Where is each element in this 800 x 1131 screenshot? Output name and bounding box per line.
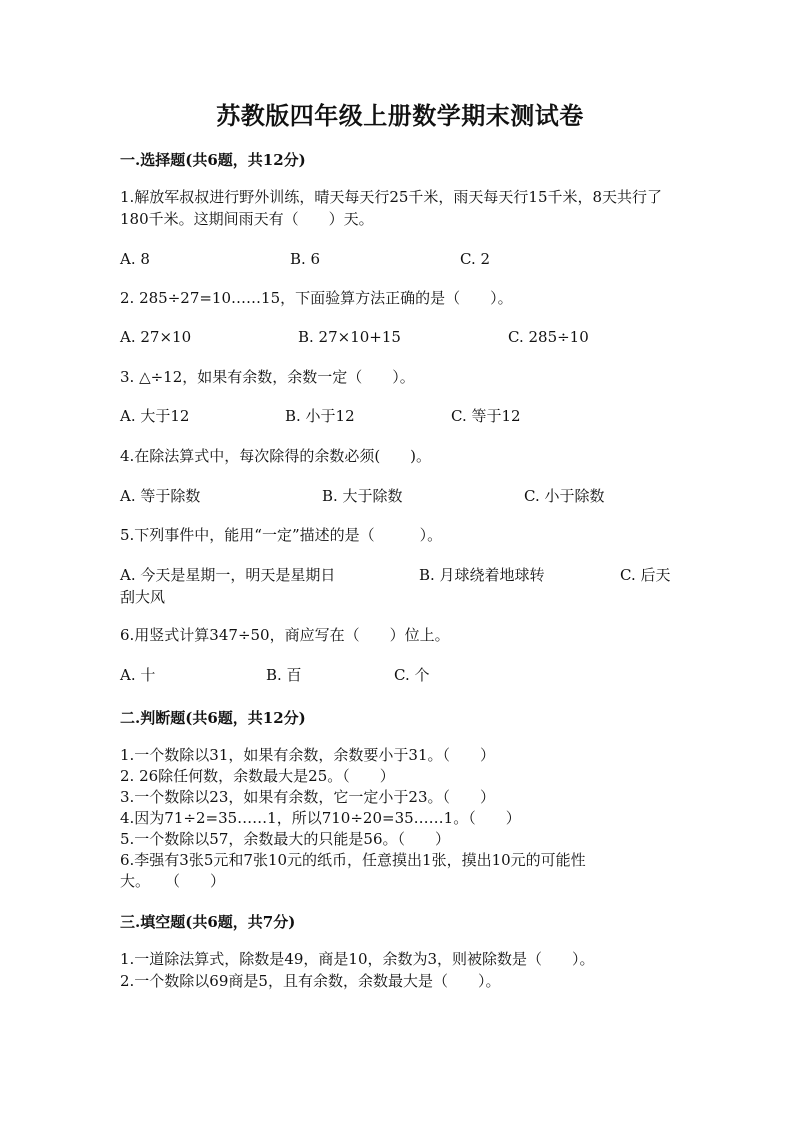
question-stem: 1.解放军叔叔进行野外训练，晴天每天行25千米，雨天每天行15千米，8天共行了180千米。这期间雨天有（ ）天。: [120, 188, 663, 228]
judgment-item: 3.一个数除以23，如果有余数，它一定小于23。（ ）: [120, 788, 495, 806]
question-stem: 3. △÷12，如果有余数，余数一定（ ）。: [120, 368, 415, 386]
option-b: B. 大于除数: [322, 487, 403, 505]
option-c: C. 个: [394, 666, 430, 684]
question-stem: 2. 285÷27=10……15，下面验算方法正确的是（ ）。: [120, 289, 513, 307]
section-heading-fill-blank: 三.填空题(共6题，共7分): [120, 913, 296, 931]
judgment-item: 1.一个数除以31，如果有余数，余数要小于31。（ ）: [120, 746, 495, 764]
option-c: C. 285÷10: [508, 328, 589, 346]
option-c: C. 后天: [620, 566, 671, 584]
option-b: B. 小于12: [285, 407, 355, 425]
page-title: 苏教版四年级上册数学期末测试卷: [216, 101, 584, 130]
option-b: B. 27×10+15: [298, 328, 401, 346]
option-c-continued: 刮大风: [120, 588, 166, 606]
judgment-item: 2. 26除任何数，余数最大是25。（ ）: [120, 767, 395, 785]
option-a: A. 十: [120, 666, 156, 684]
judgment-item: 6.李强有3张5元和7张10元的纸币，任意摸出1张，摸出10元的可能性: [120, 851, 586, 869]
option-a: A. 大于12: [120, 407, 190, 425]
fill-blank-item: 1.一道除法算式，除数是49，商是10，余数为3，则被除数是（ ）。: [120, 950, 595, 968]
option-c: C. 2: [460, 250, 491, 268]
option-c: C. 等于12: [451, 407, 521, 425]
judgment-item: 5.一个数除以57，余数最大的只能是56。（ ）: [120, 830, 450, 848]
fill-blank-item: 2.一个数除以69商是5，且有余数，余数最大是（ ）。: [120, 972, 501, 990]
option-a: A. 27×10: [120, 328, 192, 346]
section-heading-true-false: 二.判断题(共6题，共12分): [120, 709, 306, 727]
question-stem: 5.下列事件中，能用“一定”描述的是（ ）。: [120, 526, 443, 544]
option-b: B. 月球绕着地球转: [419, 566, 545, 584]
option-a: A. 今天是星期一，明天是星期日: [120, 566, 336, 584]
question-stem: 4.在除法算式中，每次除得的余数必须( )。: [120, 447, 432, 465]
section-heading-choice: 一.选择题(共6题，共12分): [120, 151, 306, 169]
option-a: A. 8: [120, 250, 150, 268]
judgment-item: 4.因为71÷2=35……1，所以710÷20=35……1。（ ）: [120, 809, 521, 827]
option-b: B. 百: [266, 666, 302, 684]
option-c: C. 小于除数: [524, 487, 605, 505]
option-a: A. 等于除数: [120, 487, 201, 505]
question-stem: 6.用竖式计算347÷50，商应写在（ ）位上。: [120, 626, 450, 644]
option-b: B. 6: [290, 250, 321, 268]
judgment-item-continued: 大。 （ ）: [120, 872, 226, 890]
